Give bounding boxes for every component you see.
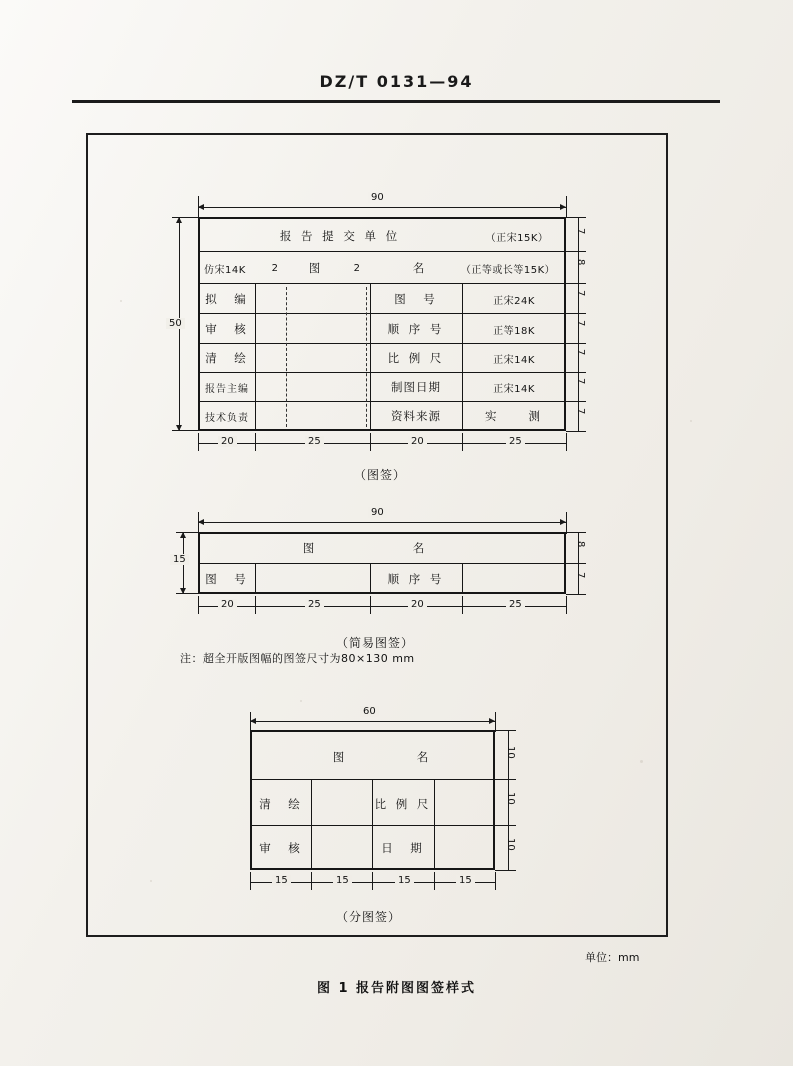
- title-block-cell-fontnote-left: 仿宋14K: [204, 264, 246, 276]
- dim-ext-line: [370, 596, 371, 614]
- title-block-cell-ming: 名: [412, 261, 428, 275]
- dim-ext-line: [198, 196, 199, 218]
- simple-block-vline: [255, 563, 256, 594]
- dim-label-sub-r2: 10: [505, 792, 516, 805]
- title-block-cell-c4: 正宋14K: [493, 354, 535, 366]
- sub-block-cell-tu: 图: [332, 750, 348, 764]
- dim-label-right-2: 8: [575, 259, 586, 266]
- sub-block-vline: [311, 779, 312, 870]
- title-block-dim-2b: 2: [353, 262, 361, 274]
- dim-label-right-5: 7: [575, 349, 586, 356]
- dim-line-sub-top: [250, 721, 495, 722]
- sub-block-caption: （分图签）: [336, 910, 402, 924]
- dim-ext-line: [495, 872, 496, 890]
- dim-ext-line: [566, 217, 586, 218]
- dim-ext-line: [566, 343, 586, 344]
- title-block-hline: [198, 283, 566, 284]
- title-block-cell-c1: 报告主编: [205, 383, 249, 395]
- paper-speck: [300, 700, 302, 702]
- dim-ext-line: [370, 433, 371, 451]
- simple-block-cell-shunxuhao: 顺 序 号: [387, 572, 445, 586]
- simple-block-cell-tu: 图: [302, 541, 318, 555]
- document-number: DZ/T 0131—94: [319, 72, 474, 91]
- dim-ext-line: [495, 825, 516, 826]
- simple-block-caption: （简易图签）: [336, 636, 415, 650]
- dim-line-top-90: [198, 207, 566, 208]
- dim-ext-line: [566, 283, 586, 284]
- dim-ext-line: [176, 593, 200, 594]
- title-block-hline: [198, 251, 566, 252]
- title-block-cell-c1: 清 绘: [205, 351, 249, 365]
- dim-label-simple-90: 90: [368, 507, 387, 518]
- dim-ext-line: [198, 433, 199, 451]
- dim-ext-line: [566, 401, 586, 402]
- sub-block-vline: [434, 779, 435, 870]
- dim-ext-line: [495, 712, 496, 732]
- dim-label-simple-b2: 25: [305, 599, 324, 610]
- paper-speck: [120, 300, 122, 302]
- dim-label-sub-b4: 15: [456, 875, 475, 886]
- title-block-cell-tu: 图: [308, 261, 324, 275]
- title-block-cell-c4: 正等18K: [493, 325, 535, 337]
- dim-label-sub-60: 60: [360, 706, 379, 717]
- title-block-cell-c1: 审 核: [205, 322, 249, 336]
- dim-ext-line: [566, 313, 586, 314]
- dim-ext-line: [462, 596, 463, 614]
- title-block-cell-c3: 资料来源: [391, 409, 441, 423]
- sub-block-cell-ming: 名: [416, 750, 432, 764]
- dim-ext-line: [255, 596, 256, 614]
- title-block-hline: [198, 313, 566, 314]
- dim-label-bottom-1: 20: [218, 436, 237, 447]
- dim-line-simple-top: [198, 522, 566, 523]
- dim-ext-line: [250, 712, 251, 732]
- dim-ext-line: [250, 872, 251, 890]
- figure-title: 图 1 报告附图图签样式: [316, 981, 477, 996]
- dim-label-bottom-2: 25: [305, 436, 324, 447]
- simple-block-cell-ming: 名: [412, 541, 428, 555]
- dim-ext-line: [462, 433, 463, 451]
- title-block-dashed-guide: [286, 287, 287, 427]
- title-block-cell-c4: 正宋24K: [493, 295, 535, 307]
- dim-ext-line: [566, 532, 586, 533]
- dim-ext-line: [176, 532, 200, 533]
- sub-block-cell-riqi: 日 期: [381, 841, 425, 855]
- dim-ext-line: [372, 872, 373, 890]
- title-block-cell-c1: 拟 编: [205, 292, 249, 306]
- title-block-cell-c3: 制图日期: [391, 380, 441, 394]
- dim-label-simple-b4: 25: [506, 599, 525, 610]
- sub-block-cell-bilichi: 比 例 尺: [374, 797, 432, 811]
- dim-ext-line: [566, 196, 567, 218]
- title-block-vline: [255, 283, 256, 431]
- dim-label-sub-b1: 15: [272, 875, 291, 886]
- sub-block-cell-shenhe: 审 核: [259, 841, 303, 855]
- dim-label-simple-b1: 20: [218, 599, 237, 610]
- dim-ext-line: [255, 433, 256, 451]
- dim-ext-line: [311, 872, 312, 890]
- dim-ext-line: [566, 512, 567, 534]
- title-block-cell-c4: 正宋14K: [493, 383, 535, 395]
- dim-label-right-6: 7: [575, 378, 586, 385]
- dim-label-simple-r2: 7: [575, 572, 586, 579]
- dim-ext-line: [495, 730, 516, 731]
- title-block-cell-c1: 技术负责: [205, 412, 249, 424]
- dim-label-right-7: 7: [575, 408, 586, 415]
- simple-block-hline: [198, 563, 566, 564]
- paper-speck: [690, 420, 692, 422]
- dim-ext-line: [495, 870, 516, 871]
- dim-ext-line: [566, 433, 567, 451]
- dim-label-left-50: 50: [166, 318, 185, 329]
- dim-label-sub-r1: 10: [505, 746, 516, 759]
- dim-ext-line: [566, 563, 586, 564]
- paper-speck: [640, 760, 643, 763]
- title-block-cell-c3: 顺 序 号: [387, 322, 445, 336]
- dim-label-simple-15: 15: [170, 554, 189, 565]
- dim-ext-line: [434, 872, 435, 890]
- unit-note: 单位：mm: [585, 951, 640, 964]
- title-block-cell-name-font: （正等或长等15K）: [460, 264, 556, 276]
- title-block-cell-unit: 报 告 提 交 单 位: [279, 229, 401, 243]
- dim-label-right-3: 7: [575, 290, 586, 297]
- dim-ext-line: [566, 431, 586, 432]
- dim-ext-line: [566, 372, 586, 373]
- dim-label-sub-b2: 15: [333, 875, 352, 886]
- paper-speck: [150, 880, 152, 882]
- header-rule: [72, 100, 720, 103]
- simple-block-vline: [462, 563, 463, 594]
- title-block-cell-c4: 实 测: [485, 409, 543, 423]
- simple-block-cell-tuhao: 图 号: [205, 572, 249, 586]
- dim-label-right-4: 7: [575, 320, 586, 327]
- dim-ext-line: [566, 251, 586, 252]
- title-block-cell-c3: 比 例 尺: [387, 351, 445, 365]
- dim-label-right-1: 7: [575, 228, 586, 235]
- dim-label-simple-r1: 8: [575, 541, 586, 548]
- dim-label-top-90: 90: [368, 192, 387, 203]
- simple-block-note: 注：超全开版图幅的图签尺寸为80×130 mm: [180, 652, 415, 665]
- dim-label-bottom-3: 20: [408, 436, 427, 447]
- dim-ext-line: [172, 217, 200, 218]
- title-block-cell-unit-font: （正宋15K）: [485, 232, 549, 244]
- dim-ext-line: [198, 596, 199, 614]
- dim-ext-line: [566, 594, 586, 595]
- title-block-dashed-guide: [366, 287, 367, 427]
- title-block-caption: （图签）: [354, 468, 407, 482]
- dim-ext-line: [198, 512, 199, 534]
- dim-label-sub-r3: 10: [505, 838, 516, 851]
- dim-ext-line: [495, 779, 516, 780]
- title-block-cell-c3: 图 号: [394, 292, 438, 306]
- dim-label-sub-b3: 15: [395, 875, 414, 886]
- sub-block-cell-qinghui: 清 绘: [259, 797, 303, 811]
- dim-label-bottom-4: 25: [506, 436, 525, 447]
- dim-label-simple-b3: 20: [408, 599, 427, 610]
- dim-ext-line: [172, 430, 200, 431]
- dim-ext-line: [566, 596, 567, 614]
- title-block-dim-2a: 2: [271, 262, 279, 274]
